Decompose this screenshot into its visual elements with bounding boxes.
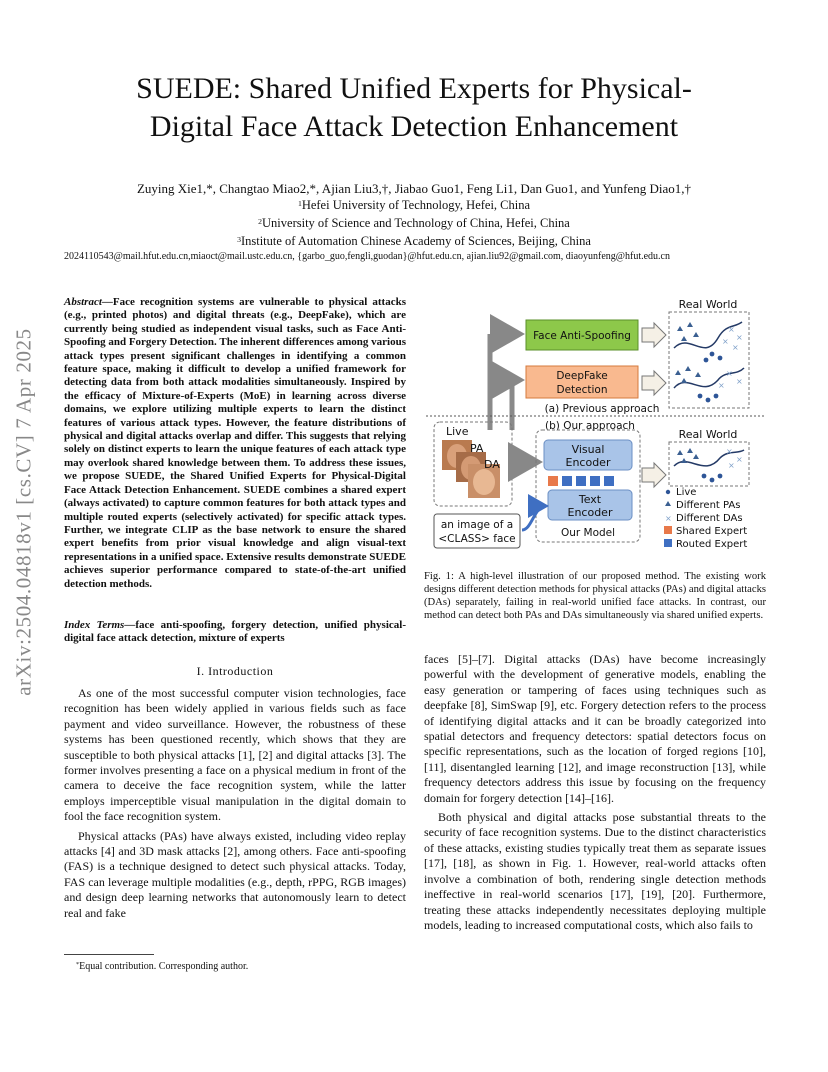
our-approach-label: (b) Our approach (545, 420, 635, 432)
hollow-arrow-bottom (642, 463, 666, 487)
scatter-bottom (674, 447, 744, 482)
previous-approach-label: (a) Previous approach (544, 403, 660, 415)
expert-squares (548, 476, 614, 486)
svg-text:×: × (726, 369, 733, 378)
affiliation-1: $^1$Hefei University of Technology, Hefei, China (297, 198, 531, 212)
affiliation-3: $^3$Institute of Automation Chinese Academy of Sciences, Beijing, China (237, 234, 591, 248)
hollow-arrow-top (642, 323, 666, 347)
svg-text:×: × (736, 455, 743, 464)
legend-live: Live (676, 487, 697, 498)
real-world-panel-top (669, 312, 749, 408)
text-encoder-line-2: Encoder (567, 506, 613, 519)
visual-encoder-line-2: Encoder (565, 456, 611, 469)
intro-paragraph-2: Physical attacks (PAs) have always existed, including video replay attacks [4] and 3D mask attacks [2], among others. Face anti-spoofing (FAS) is a technique designed to detect such physical attacks. Today, FAS can leverage multiple modalities (e.g., depth, rPPG, RGB images) and design deep learning networks that autonomously learn to detect real and fake (64, 828, 406, 920)
legend-pas: Different PAs (676, 500, 741, 511)
abstract-label: Abstract— (64, 296, 113, 308)
real-world-panel-bottom (669, 442, 749, 486)
title-line-2: Digital Face Attack Detection Enhancement (149, 110, 679, 143)
legend-routed-expert: Routed Expert (676, 539, 748, 550)
legend-routed-marker (664, 539, 672, 547)
real-world-label-top: Real World (678, 298, 738, 311)
svg-text:×: × (728, 325, 735, 334)
legend-da-marker: × (665, 514, 672, 523)
prompt-line-1: an image of a (440, 519, 514, 531)
index-terms-label: Index Terms— (64, 619, 136, 631)
svg-text:×: × (726, 447, 733, 456)
text-encoder-line-1: Text (578, 493, 602, 506)
da-label: DA (484, 458, 500, 471)
legend-shared-marker (664, 526, 672, 534)
legend-das: Different DAs (676, 513, 743, 524)
hollow-arrow-mid (642, 371, 666, 395)
paper-title (60, 70, 768, 146)
pa-label: PA (470, 442, 484, 455)
face-anti-spoofing-label: Face Anti-Spoofing (533, 330, 631, 342)
prompt-line-2: <CLASS> face (438, 533, 516, 545)
intro-column-left (64, 686, 406, 921)
author-list: Zuying Xie1,*, Changtao Miao2,*, Ajian Liu3,†, Jiabao Guo1, Feng Li1, Dan Guo1, and Yunfeng Diao1,† (136, 181, 692, 196)
section-heading: I. Introduction (196, 664, 274, 678)
visual-encoder-line-1: Visual (571, 443, 605, 456)
arrow-to-text-encoder (522, 506, 546, 530)
figure-legend (664, 487, 747, 550)
right-paragraph-2: Both physical and digital attacks pose substantial threats to the security of face recognition systems. Due to the distinct characteristics of these attacks, existing studies typically treat them as separate issues [17], [18], as shown in Fig. 1. However, real-world attacks often involve a combination of both, rendering single detection methods ineffective in real-world scenarios [17], [19], [20]. Furthermore, treating these attacks independently necessitates deploying multiple models, leading to increased computational costs, which also fails to (424, 810, 766, 932)
svg-text:×: × (728, 461, 735, 470)
arxiv-stamp: arXiv:2504.04818v1 [cs.CV] 7 Apr 2025 (11, 328, 36, 696)
legend-pa-marker (665, 501, 671, 506)
abstract-text: Face recognition systems are vulnerable to physical attacks (e.g., printed photos) and digital threats (e.g., DeepFake), which are currently being studied as independent visual tasks, such as Face Anti-Spoofing and Forgery Detection. The inherent differences among various attack types present significant challenges in identifying a common feature space, making it difficult to develop a unified framework for detecting data from both attack modalities simultaneously. Inspired by the efficacy of Mixture-of-Experts (MoE) in learning across diverse domains, we explore utilizing multiple experts to learn the distinct features of various attack types. However, the feature distributions of physical and digital attacks overlap and differ. This suggests that relying solely on distinct experts to learn the unique features of each attack type may overlook shared knowledge between them. To address these issues, we propose SUEDE, the Shared Unified Experts for Physical-Digital Face Attack Detection Enhancement. SUEDE combines a shared expert (always activated) to capture common features for both attack types and multiple routed experts (selectively activated) for specific attack types. Further, we integrate CLIP as the base network to ensure the shared expert benefits from prior visual knowledge and align visual-text representations in a unified space. Extensive results demonstrate SUEDE achieves superior performance compared to state-of-the-art unified detection methods. (64, 296, 406, 590)
svg-text:×: × (736, 333, 743, 342)
intro-column-right (424, 652, 766, 933)
deepfake-label-line-2: Detection (556, 384, 608, 396)
deepfake-label-line-1: DeepFake (556, 370, 608, 382)
right-paragraph-1: faces [5]–[7]. Digital attacks (DAs) have become increasingly powerful with the development of generative models, enabling the easy generation or tampering of faces using techniques such as deepfake [8], SimSwap [9], etc. Forgery detection refers to the process of identifying digital attacks and it can be broadly categorized into spatial detectors and frequency detectors: spatial detectors focus on specific representations, such as the location of forged regions [10], [11], disentangled learning [12], and image reconstruction [13], while frequency detectors address this issue by focusing on the frequency domain for forgery detection [14]–[16]. (424, 652, 766, 805)
index-terms (64, 619, 406, 646)
live-label: Live (446, 425, 469, 438)
abstract (64, 296, 406, 591)
figure-1 (422, 292, 768, 560)
title-line-1: SUEDE: Shared Unified Experts for Physical- (136, 72, 692, 105)
scatter-top (674, 322, 744, 402)
author-emails: 2024110543@mail.hfut.edu.cn,miaoct@mail.ustc.edu.cn, {garbo_guo,fengli,guodan}@hfut.edu.cn, ajian.liu92@gmail.com, diaoyunfeng@hfut.edu.cn (64, 251, 670, 262)
our-model-label: Our Model (560, 527, 616, 539)
svg-text:×: × (736, 377, 743, 386)
svg-text:×: × (718, 381, 725, 390)
footnote: *Equal contribution. Corresponding author. (76, 961, 249, 972)
real-world-label-bottom: Real World (678, 428, 738, 441)
figure-caption: Fig. 1: A high-level illustration of our proposed method. The existing work designs different detection methods for physical attacks (PAs) and digital attacks (DAs) separately, failing in real-world unified face attacks. In contrast, our method can detect both PAs and DAs simultaneously via shared unified experts. (424, 571, 766, 621)
svg-text:×: × (732, 343, 739, 352)
index-terms-text: face anti-spoofing, forgery detection, unified physical-digital face attack detection, mixture of experts (64, 619, 406, 645)
affiliation-2: $^2$University of Science and Technology of China, Hefei, China (258, 216, 570, 230)
footnote-rule (64, 954, 154, 955)
intro-paragraph-1: As one of the most successful computer vision technologies, face recognition has been widely applied in various fields such as face payment and video surveillance. However, the robustness of these systems has been questioned recently, which shows that they are susceptible to both physical attacks [1], [2] and digital attacks [3]. The former involves presenting a face on a physical medium in front of the camera to deceive the face recognition system, while the latter employs imperceptible visual manipulation in the digital domain to fool the face recognition system. (64, 686, 406, 824)
svg-text:×: × (722, 337, 729, 346)
legend-shared-expert: Shared Expert (676, 526, 748, 537)
legend-live-marker (666, 490, 670, 494)
figure-1-diagram (422, 292, 768, 560)
